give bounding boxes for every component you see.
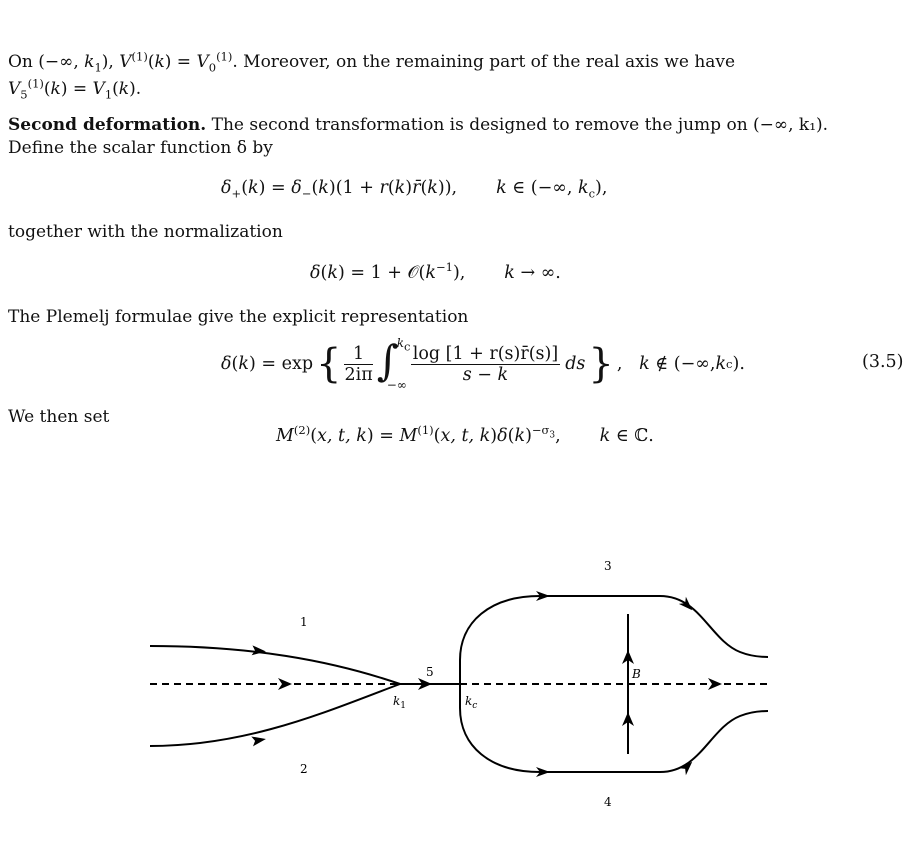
fraction-integrand: $\frac{\log [1 + r(s)r̄(s)]}{s - k}$ bbox=[412, 343, 559, 385]
integral-lower: −∞ bbox=[386, 378, 407, 392]
equation-number: (3.5) bbox=[862, 352, 904, 372]
equation-jump: $\delta_+(k) = \delta_-(k)(1$ + r(k)r̄(k)), k ∈ (−∞, $k_c$), bbox=[221, 178, 608, 201]
label-contour-5: 5 bbox=[426, 665, 434, 679]
integral-upper: $k_c$ bbox=[396, 336, 411, 354]
contour-2 bbox=[150, 684, 400, 746]
label-contour-3: 3 bbox=[604, 559, 612, 573]
contour-4 bbox=[460, 684, 768, 772]
fraction-prefactor: $\frac{1}{2i\pi}$ bbox=[344, 343, 373, 385]
text-normalization: together with the normalization bbox=[8, 222, 283, 242]
section-line-2: Define the scalar function δ by bbox=[8, 138, 273, 158]
label-contour-4: 4 bbox=[604, 795, 612, 809]
paragraph-line: $V_5^{(1)}(k) = V_1(k)$. bbox=[8, 76, 142, 102]
equation-normalization: $\delta(k) = 1 + 𝒪(k^{-1})$, k → ∞. bbox=[310, 260, 561, 283]
label-k1: $k_1$ bbox=[393, 694, 407, 711]
axis-arrow-right bbox=[708, 678, 722, 690]
equation-delta: δ ( k ) = exp { $\frac{1}{2i\pi}$ ∫ $k_c$ −∞ $\frac{\log [1 + r(s)r̄(s)]}{s - k}$ ds } , k ∉ (−∞, k c ). bbox=[221, 336, 745, 392]
label-kc: $k_c$ bbox=[465, 694, 478, 711]
label-contour-2: 2 bbox=[300, 762, 308, 776]
contour-3-arrow-b bbox=[679, 597, 696, 614]
contour-1 bbox=[150, 646, 400, 684]
section-text: The second transformation is designed to remove the jump on (−∞, k₁). bbox=[211, 115, 829, 135]
axis-arrow-left bbox=[278, 678, 292, 690]
label-contour-1: 1 bbox=[300, 615, 308, 629]
text-set: We then set bbox=[8, 407, 110, 427]
text-plemelj: The Plemelj formulae give the explicit representation bbox=[8, 307, 469, 327]
integral-sign: ∫ bbox=[376, 336, 399, 385]
section-heading: Second deformation. bbox=[8, 115, 207, 135]
contour-2-arrow bbox=[251, 734, 267, 746]
contour-3 bbox=[460, 596, 768, 684]
equation-M: $M^{(2)}(x$, t, $k) = M^{(1)}(x$, t, $k)\delta(k)^{-\sigma_3}$, k ∈ ℂ. bbox=[276, 423, 654, 446]
paragraph-line: On (−∞, $k_1$), $V^{(1)}(k) = V_0^{(1)}$. Moreover, on the remaining part of the real axis we have bbox=[8, 49, 736, 75]
label-B: B bbox=[632, 667, 641, 681]
